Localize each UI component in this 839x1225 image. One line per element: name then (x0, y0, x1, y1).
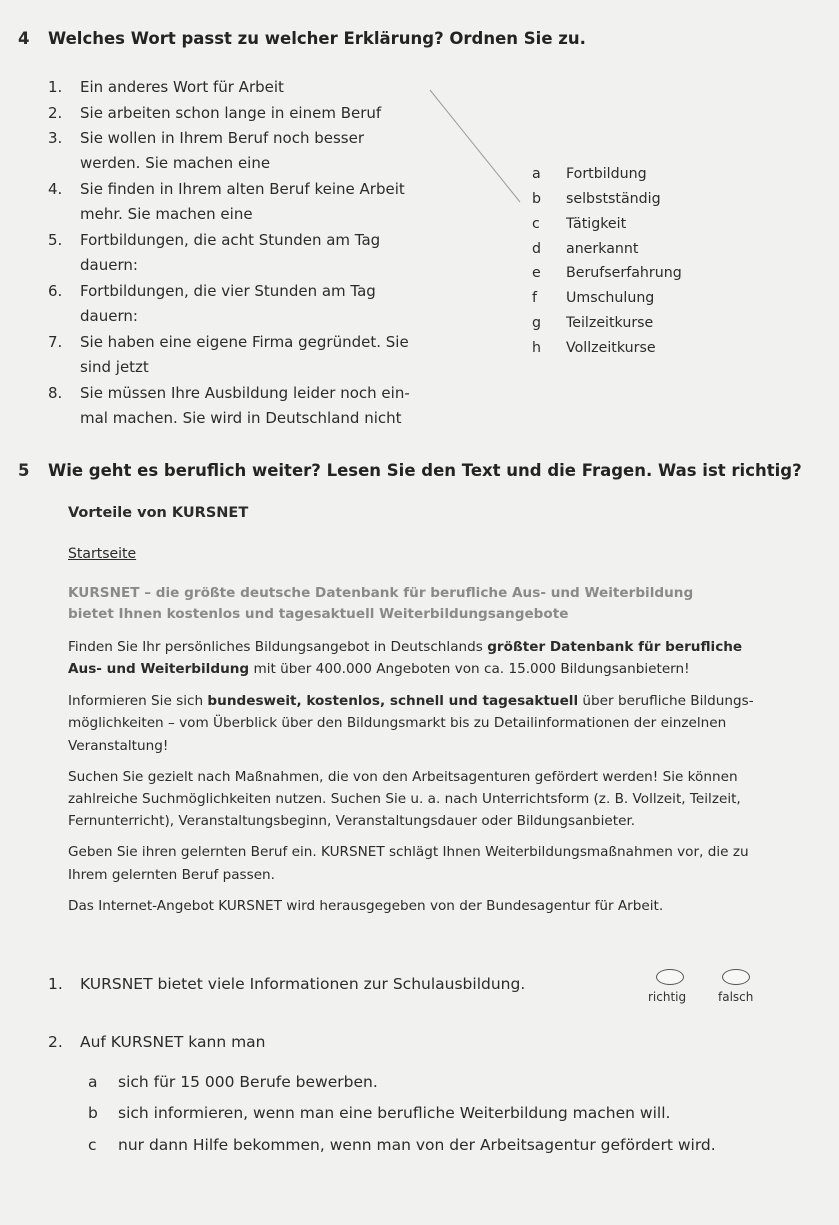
question-2-number: 2. (48, 1033, 63, 1051)
lead-line-2: bietet Ihnen kostenlos und tagesaktuell Weiterbildungsangebote (68, 606, 569, 622)
startseite-link[interactable]: Startseite (68, 546, 137, 562)
paragraph-2-line-2: möglichkeiten – vom Überblick über den Bildungsmarkt bis zu Detailinformationen der einzelnen (68, 715, 727, 731)
item-4-text-line1: Sie finden in Ihrem alten Beruf keine Arbeit (80, 180, 405, 198)
paragraph-2-line-1: Informieren Sie sich bundesweit, kostenlos, schnell und tagesaktuell über berufliche Bildungs- (68, 693, 754, 709)
question-2-option-b[interactable]: b sich informieren, wenn man eine berufliche Weiterbildung machen will. (88, 1104, 671, 1122)
question-2-text: Auf KURSNET kann man (80, 1033, 266, 1051)
question-1-text: KURSNET bietet viele Informationen zur Schulausbildung. (80, 975, 526, 993)
exercise-5-instruction: Wie geht es beruflich weiter? Lesen Sie den Text und die Fragen. Was ist richtig? (48, 461, 802, 480)
falsch-radio[interactable] (722, 969, 750, 985)
lead-line-1: KURSNET – die größte deutsche Datenbank für berufliche Aus- und Weiterbildung (68, 585, 694, 601)
falsch-label: falsch (718, 990, 754, 1004)
item-1-number: 1. (48, 78, 63, 96)
item-6-number: 6. (48, 282, 63, 300)
item-6-text-line2: dauern: (80, 307, 138, 325)
item-2-number: 2. (48, 104, 63, 122)
richtig-radio[interactable] (656, 969, 684, 985)
item-5-text-line1: Fortbildungen, die acht Stunden am Tag (80, 231, 381, 249)
question-1-number: 1. (48, 975, 63, 993)
item-8-number: 8. (48, 384, 63, 402)
item-3-number: 3. (48, 129, 63, 147)
paragraph-3-line-3: Fernunterricht), Veranstaltungsbeginn, Veranstaltungsdauer oder Bildungsanbieter. (68, 813, 636, 829)
question-2-option-c[interactable]: c nur dann Hilfe bekommen, wenn man von der Arbeitsagentur gefördert wird. (88, 1136, 716, 1154)
item-4-number: 4. (48, 180, 63, 198)
item-6-text-line1: Fortbildungen, die vier Stunden am Tag (80, 282, 376, 300)
item-3-text-line2: werden. Sie machen eine (80, 154, 271, 172)
exercise-4-instruction: Welches Wort passt zu welcher Erklärung? Ordnen Sie zu. (48, 29, 586, 48)
paragraph-5-line-1: Das Internet-Angebot KURSNET wird herausgegeben von der Bundesagentur für Arbeit. (68, 898, 664, 914)
item-1-text: Ein anderes Wort für Arbeit (80, 78, 284, 96)
item-8-text-line1: Sie müssen Ihre Ausbildung leider noch ein- (80, 384, 410, 402)
exercise-4-number: 4 (18, 29, 30, 48)
option-a[interactable]: a Fortbildung (532, 166, 647, 182)
article-title: Vorteile von KURSNET (68, 505, 249, 521)
option-d[interactable]: d anerkannt (532, 241, 639, 257)
question-2-option-a[interactable]: a sich für 15 000 Berufe bewerben. (88, 1073, 378, 1091)
option-c[interactable]: c Tätigkeit (532, 216, 627, 232)
guide-line (0, 0, 839, 420)
richtig-label: richtig (648, 990, 687, 1004)
paragraph-4-line-2: Ihrem gelernten Beruf passen. (68, 867, 275, 883)
item-7-number: 7. (48, 333, 63, 351)
option-e[interactable]: e Berufserfahrung (532, 265, 682, 281)
paragraph-1-line-1: Finden Sie Ihr persönliches Bildungsangebot in Deutschlands größter Datenbank für berufliche (68, 639, 743, 655)
option-h[interactable]: h Vollzeitkurse (532, 340, 656, 356)
item-8-text-line2: mal machen. Sie wird in Deutschland nicht (80, 409, 402, 427)
paragraph-1-line-2: Aus- und Weiterbildung mit über 400.000 Angeboten von ca. 15.000 Bildungsanbietern! (68, 661, 690, 677)
option-f[interactable]: f Umschulung (532, 290, 655, 306)
item-4-text-line2: mehr. Sie machen eine (80, 205, 253, 223)
paragraph-2-line-3: Veranstaltung! (68, 738, 169, 754)
paragraph-4-line-1: Geben Sie ihren gelernten Beruf ein. KURSNET schlägt Ihnen Weiterbildungsmaßnahmen vor, die zu (68, 844, 749, 860)
item-2-text: Sie arbeiten schon lange in einem Beruf (80, 104, 382, 122)
item-7-text-line1: Sie haben eine eigene Firma gegründet. Sie (80, 333, 409, 351)
paragraph-3-line-1: Suchen Sie gezielt nach Maßnahmen, die von den Arbeitsagenturen gefördert werden! Sie können (68, 769, 738, 785)
paragraph-3-line-2: zahlreiche Suchmöglichkeiten nutzen. Suchen Sie u. a. nach Unterrichtsform (z. B. Vollzeit, Teilzeit, (68, 791, 741, 807)
item-3-text-line1: Sie wollen in Ihrem Beruf noch besser (80, 129, 365, 147)
item-5-number: 5. (48, 231, 63, 249)
exercise-5-number: 5 (18, 461, 30, 480)
option-b[interactable]: b selbstständig (532, 191, 661, 207)
item-7-text-line2: sind jetzt (80, 358, 149, 376)
option-g[interactable]: g Teilzeitkurse (532, 315, 654, 331)
item-5-text-line2: dauern: (80, 256, 138, 274)
